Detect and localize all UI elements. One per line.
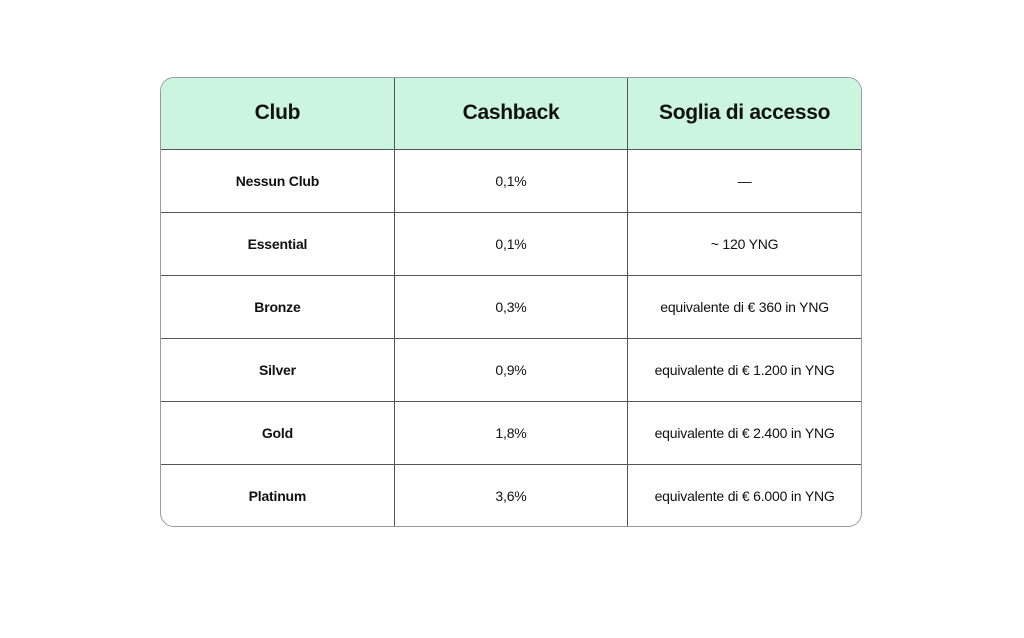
table-row	[161, 212, 861, 275]
cashback-cell: 3,6%	[394, 464, 627, 527]
club-name-cell: Platinum	[161, 464, 394, 527]
column-header-threshold: Soglia di accesso	[628, 78, 861, 149]
club-cashback-table	[160, 77, 862, 527]
table-row	[161, 338, 861, 401]
threshold-cell: equivalente di € 2.400 in YNG	[628, 401, 861, 464]
table-body	[161, 149, 861, 527]
table-row	[161, 275, 861, 338]
table-row	[161, 464, 861, 527]
cashback-cell: 0,1%	[394, 149, 627, 212]
club-name-cell: Gold	[161, 401, 394, 464]
column-header-club: Club	[161, 78, 394, 149]
threshold-cell: equivalente di € 360 in YNG	[628, 275, 861, 338]
threshold-cell: equivalente di € 1.200 in YNG	[628, 338, 861, 401]
header-row	[161, 78, 861, 149]
club-name-cell: Nessun Club	[161, 149, 394, 212]
club-name-cell: Bronze	[161, 275, 394, 338]
cashback-cell: 1,8%	[394, 401, 627, 464]
club-name-cell: Silver	[161, 338, 394, 401]
cashback-cell: 0,9%	[394, 338, 627, 401]
cashback-cell: 0,3%	[394, 275, 627, 338]
column-header-cashback: Cashback	[394, 78, 627, 149]
table-header	[161, 78, 861, 149]
table-row	[161, 149, 861, 212]
club-name-cell: Essential	[161, 212, 394, 275]
cashback-cell: 0,1%	[394, 212, 627, 275]
threshold-cell: equivalente di € 6.000 in YNG	[654, 487, 835, 504]
table	[161, 78, 861, 527]
threshold-cell: —	[628, 149, 861, 212]
table-row	[161, 401, 861, 464]
threshold-cell: ~ 120 YNG	[628, 212, 861, 275]
